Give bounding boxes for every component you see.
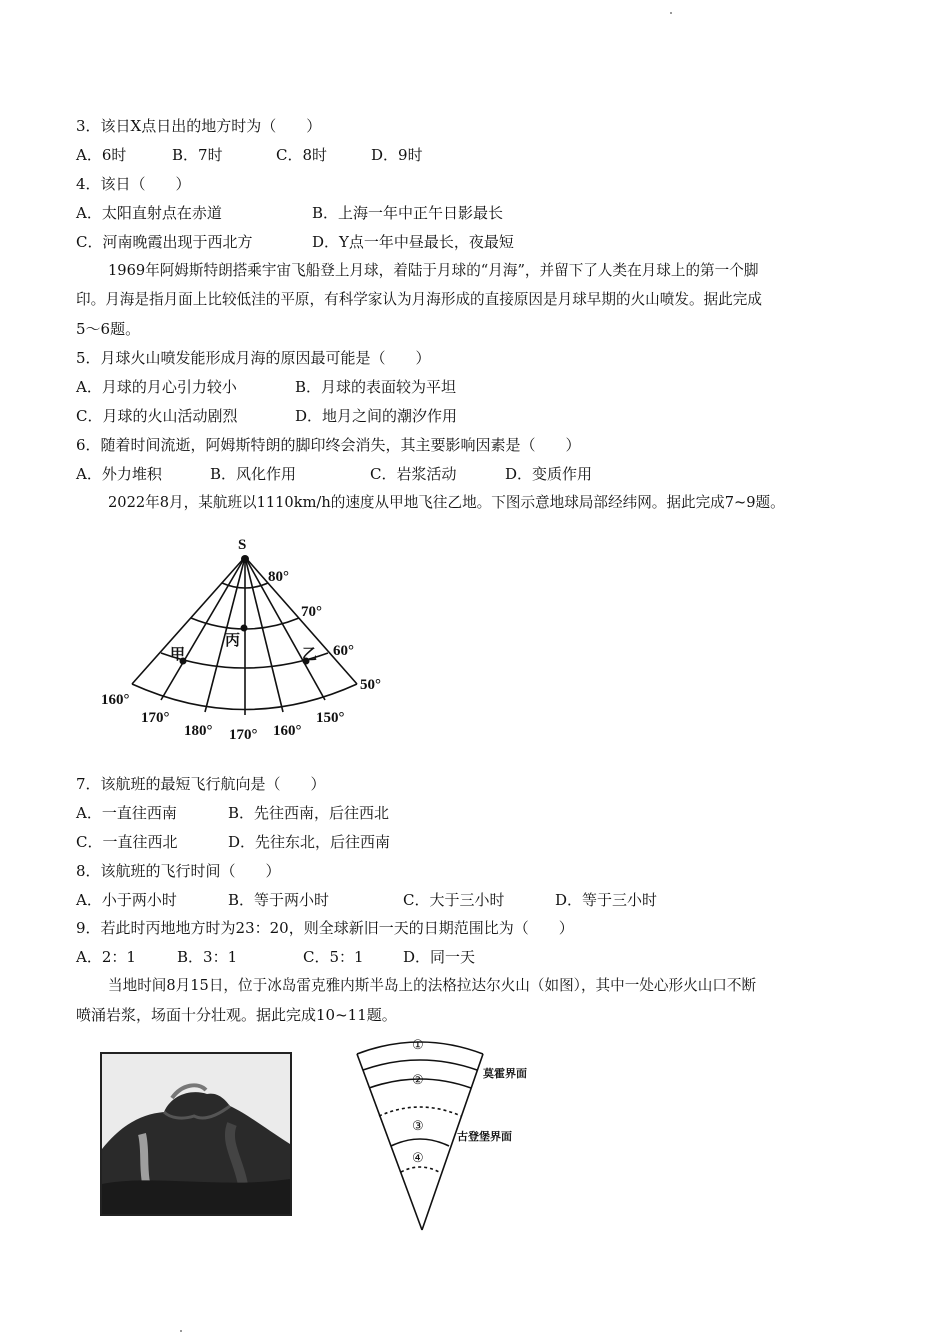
q7-option-c: C．一直往西北 [76,833,178,851]
q8-stem: 8．该航班的飞行时间（ ） [76,862,281,880]
lon-label-160e: 160° [273,723,302,739]
q7-option-a: A．一直往西南 [76,804,177,822]
point-label-yi: 乙 [302,647,318,663]
earth-layers-figure [355,1032,555,1232]
point-label-bing: 丙 [225,633,241,649]
passage-volcano-line2: 喷涌岩浆，场面十分壮观。据此完成10~11题。 [76,1006,397,1024]
q8-option-a: A．小于两小时 [76,891,177,909]
lon-label-150e: 150° [316,710,345,726]
q6-option-b: B．风化作用 [210,465,297,483]
q7-option-d: D．先往东北，后往西南 [228,833,391,851]
pole-label: S [238,537,247,553]
q6-stem: 6．随着时间流逝，阿姆斯特朗的脚印终会消失，其主要影响因素是（ ） [76,436,581,454]
graticule-lines [132,557,357,715]
q4-option-b: B．上海一年中正午日影最长 [312,204,504,222]
q3-option-b: B．7时 [172,146,223,164]
q3-option-d: D．9时 [371,146,423,164]
lat-label-70: 70° [301,604,322,620]
volcano-photo [100,1052,292,1216]
q6-option-d: D．变质作用 [505,465,593,483]
q7-option-b: B．先往西南，后往西北 [228,804,390,822]
lat-label-60: 60° [333,643,354,659]
q4-option-c: C．河南晚霞出现于西北方 [76,233,253,251]
scan-speck [180,1330,182,1332]
q9-option-b: B．3：1 [177,948,238,966]
layer-label-4: ④ [412,1150,424,1165]
gutenberg-label: 古登堡界面 [457,1131,512,1143]
layer-label-3: ③ [412,1118,424,1133]
lon-label-180: 180° [184,723,213,739]
passage-flight: 2022年8月，某航班以1110km/h的速度从甲地飞往乙地。下图示意地球局部经纬网。据此完成7~9题。 [108,494,785,511]
lon-label-170w: 170° [141,710,170,726]
q5-option-d: D．地月之间的潮汐作用 [295,407,458,425]
q9-option-a: A．2：1 [76,948,136,966]
q6-option-c: C．岩浆活动 [370,465,457,483]
passage-volcano-line1: 当地时间8月15日，位于冰岛雷克雅内斯半岛上的法格拉达尔火山（如图），其中一处心形火山口不断 [108,977,757,994]
q8-option-b: B．等于两小时 [228,891,330,909]
lon-label-170e: 170° [229,727,258,743]
q5-stem: 5．月球火山喷发能形成月海的原因最可能是（ ） [76,349,431,367]
graticule-figure [95,532,415,747]
q4-option-d: D．Y点一年中昼最长，夜最短 [312,233,514,251]
q9-option-c: C．5：1 [303,948,364,966]
q3-option-c: C．8时 [276,146,328,164]
lat-label-80: 80° [268,569,289,585]
q4-stem: 4．该日（ ） [76,175,191,193]
q8-option-d: D．等于三小时 [555,891,658,909]
q9-stem: 9．若此时丙地地方时为23：20，则全球新旧一天的日期范围比为（ ） [76,919,574,937]
q7-stem: 7．该航班的最短飞行航向是（ ） [76,775,326,793]
lat-label-50: 50° [360,677,381,693]
passage-moon-line1: 1969年阿姆斯特朗搭乘宇宙飞船登上月球，着陆于月球的“月海”，并留下了人类在月球上的第一个脚 [108,262,759,279]
q9-option-d: D．同一天 [403,948,476,966]
q5-option-c: C．月球的火山活动剧烈 [76,407,238,425]
point-label-jia: 甲 [170,647,186,663]
q6-option-a: A．外力堆积 [76,465,162,483]
q8-option-c: C．大于三小时 [403,891,505,909]
q5-option-a: A．月球的月心引力较小 [76,378,237,396]
q3-stem: 3．该日X点日出的地方时为（ ） [76,117,322,135]
scan-speck [670,12,672,14]
lon-label-160w: 160° [101,692,130,708]
layer-label-1: ① [412,1037,424,1052]
passage-moon-line3: 5～6题。 [76,320,141,338]
layer-label-2: ② [412,1072,424,1087]
passage-moon-line2: 印。月海是指月面上比较低洼的平原，有科学家认为月海形成的直接原因是月球早期的火山喷发。据此完成 [76,291,762,308]
q3-option-a: A．6时 [76,146,127,164]
point-bing [241,625,248,632]
q5-option-b: B．月球的表面较为平坦 [295,378,457,396]
pole-point [241,555,249,563]
volcano-photo-drawing [102,1054,290,1214]
moho-label: 莫霍界面 [483,1068,527,1080]
q4-option-a: A．太阳直射点在赤道 [76,204,222,222]
